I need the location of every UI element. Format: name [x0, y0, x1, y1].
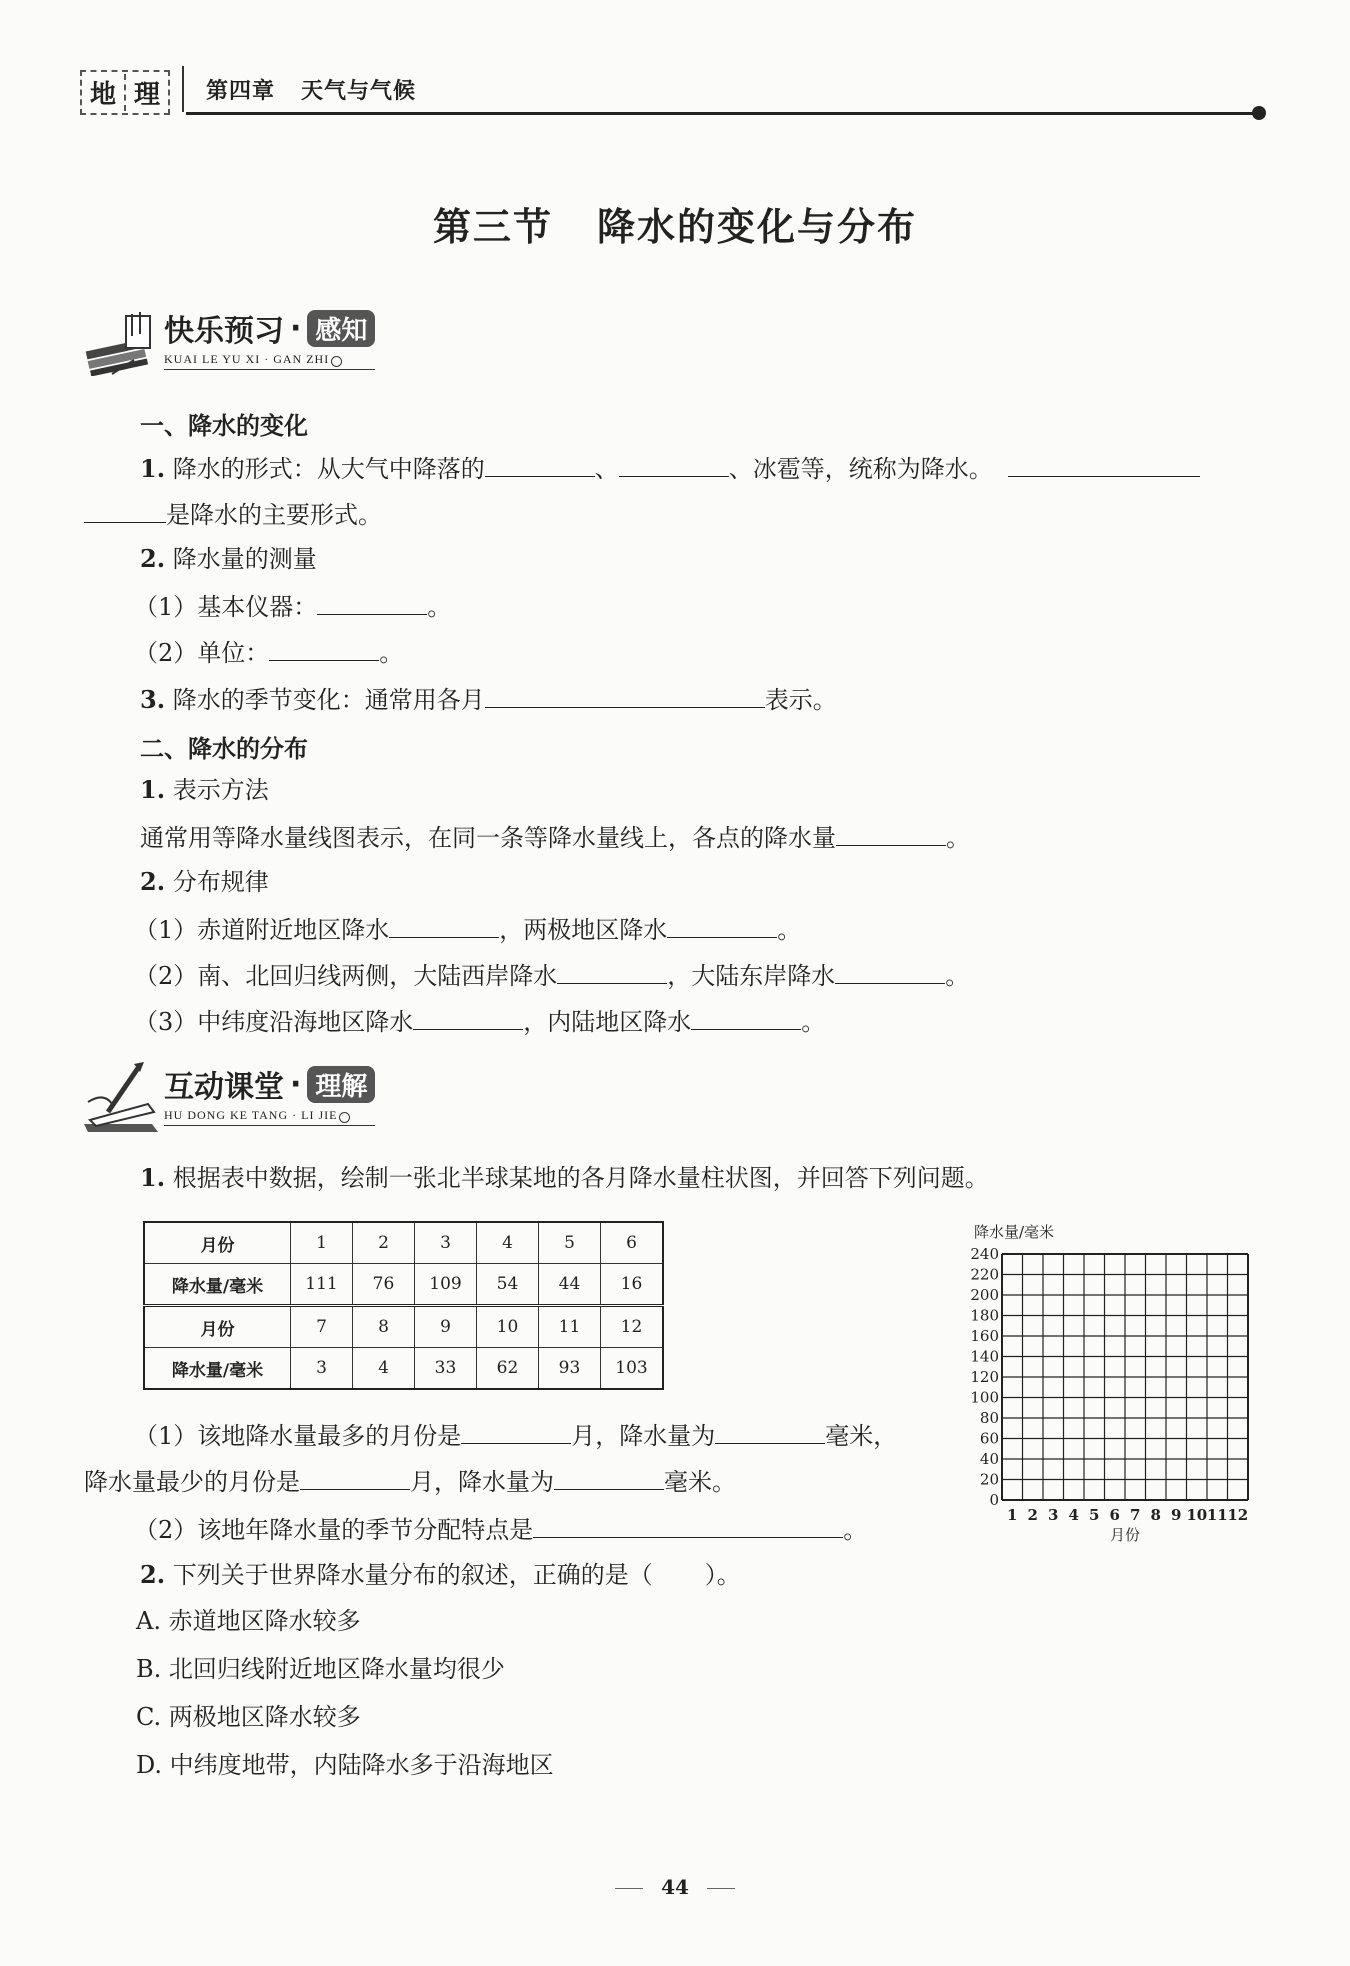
question-text: 月，降水量为	[571, 1422, 716, 1450]
answer-blank[interactable]	[389, 913, 499, 938]
question-text: ）。	[704, 1561, 741, 1589]
table-cell: 2	[353, 1222, 415, 1264]
answer-blank[interactable]	[1008, 452, 1200, 477]
rainfall-table	[143, 1221, 664, 1390]
table-cell: 62	[477, 1348, 539, 1390]
y-tick-label: 220	[970, 1265, 999, 1284]
table-cell: 4	[353, 1348, 415, 1390]
question-text: 根据表中数据，绘制一张北半球某地的各月降水量柱状图，并回答下列问题。	[172, 1164, 989, 1192]
x-tick-label: 8	[1150, 1506, 1161, 1524]
x-tick-label: 5	[1089, 1506, 1100, 1524]
punctuation: 。	[946, 824, 970, 852]
punctuation: 。	[945, 962, 970, 990]
banner-title: 快乐预习	[164, 314, 284, 349]
question-number: 1.	[140, 1163, 166, 1192]
question-line	[134, 636, 403, 668]
chapter-number: 第四章	[206, 78, 276, 104]
x-tick-label: 3	[1048, 1506, 1059, 1524]
y-tick-label: 20	[979, 1470, 999, 1489]
y-tick-label: 240	[970, 1245, 999, 1263]
x-tick-label: 7	[1130, 1506, 1141, 1524]
question-number: 2.	[140, 867, 166, 896]
y-tick-label: 60	[979, 1429, 999, 1448]
answer-blank[interactable]	[667, 913, 777, 938]
punctuation: 。	[801, 1008, 826, 1036]
table-cell: 16	[601, 1264, 664, 1306]
subject-char: 理	[133, 80, 160, 110]
question-number: 1.	[140, 454, 166, 483]
answer-blank[interactable]	[691, 1005, 801, 1030]
circle-icon	[339, 1112, 350, 1123]
separator: 、	[594, 455, 619, 483]
question-text: 毫米，	[825, 1422, 898, 1450]
table-cell: 11	[539, 1306, 601, 1348]
question-text: 月，降水量为	[410, 1468, 554, 1496]
answer-blank[interactable]	[461, 1419, 571, 1444]
answer-blank[interactable]	[533, 1513, 843, 1538]
header-divider	[182, 66, 184, 112]
question-text: 降水的季节变化：通常用各月	[172, 686, 485, 714]
banner-dot: ·	[290, 310, 302, 346]
table-cell: 111	[291, 1264, 353, 1306]
y-tick-label: 180	[970, 1306, 999, 1325]
question-text: 分布规律	[172, 868, 269, 896]
question-line	[134, 959, 969, 991]
table-cell: 44	[539, 1264, 601, 1306]
banner-dot: ·	[290, 1066, 302, 1102]
pen-writing-icon	[82, 1062, 160, 1132]
question-text: （1）基本仪器：	[134, 593, 318, 621]
punctuation: 。	[379, 639, 404, 667]
page-number	[0, 1875, 1350, 1899]
table-row	[144, 1222, 663, 1264]
row-header: 月份	[144, 1222, 291, 1264]
answer-blank[interactable]	[413, 1005, 523, 1030]
heading-part2: 二、降水的分布	[140, 735, 308, 763]
question-line	[140, 1560, 741, 1590]
question-line	[134, 913, 801, 945]
option-b[interactable]: B. 北回归线附近地区降水量均很少	[136, 1655, 505, 1683]
question-text: （2）该地年降水量的季节分配特点是	[134, 1516, 534, 1544]
y-axis-label: 降水量/毫米	[974, 1223, 1055, 1241]
y-tick-label: 100	[970, 1388, 999, 1407]
question-line	[140, 867, 269, 897]
option-c[interactable]: C. 两极地区降水较多	[136, 1703, 361, 1731]
question-text: （2）南、北回归线两侧，大陆西岸降水	[134, 962, 558, 990]
table-cell: 54	[477, 1264, 539, 1306]
rainfall-chart-grid[interactable]	[962, 1222, 1262, 1562]
row-header: 降水量/毫米	[144, 1348, 291, 1390]
table-cell: 103	[601, 1348, 664, 1390]
punctuation: 。	[843, 1516, 868, 1544]
question-text: 、冰雹等，统称为降水。	[728, 455, 993, 483]
section-number: 第三节	[432, 205, 553, 249]
question-line	[140, 452, 1200, 484]
question-number: 2.	[140, 544, 166, 573]
question-text: ，大陆东岸降水	[667, 962, 836, 990]
answer-blank[interactable]	[317, 590, 427, 615]
question-text: 通常用等降水量线图表示，在同一条等降水量线上，各点的降水量	[140, 824, 836, 852]
page-number-text: 44	[661, 1875, 689, 1899]
answer-blank[interactable]	[619, 452, 729, 477]
table-cell: 12	[601, 1306, 664, 1348]
question-text: 是降水的主要形式。	[166, 501, 382, 529]
table-cell: 4	[477, 1222, 539, 1264]
row-header: 月份	[144, 1306, 291, 1348]
banner-tag: 感知	[307, 310, 375, 347]
x-tick-label: 10	[1186, 1506, 1208, 1524]
x-tick-label: 9	[1171, 1506, 1182, 1524]
x-tick-label: 4	[1068, 1506, 1079, 1524]
punctuation: 。	[777, 916, 802, 944]
heading-part1: 一、降水的变化	[140, 412, 308, 440]
chapter-name: 天气与气候	[301, 78, 417, 104]
x-tick-label: 6	[1109, 1506, 1120, 1524]
x-axis-label: 月份	[1109, 1526, 1141, 1544]
answer-blank[interactable]	[715, 1419, 825, 1444]
question-line	[84, 1465, 736, 1497]
question-text: 表示方法	[172, 776, 269, 804]
y-tick-label: 80	[979, 1409, 999, 1427]
question-text: 降水的形式：从大气中降落的	[172, 455, 485, 483]
option-d[interactable]: D. 中纬度地带，内陆降水多于沿海地区	[136, 1751, 554, 1779]
question-text: （1）赤道附近地区降水	[134, 916, 390, 944]
question-line	[134, 1513, 867, 1545]
page-title	[0, 196, 1350, 251]
banner-tag: 理解	[307, 1066, 375, 1103]
x-tick-label: 11	[1206, 1506, 1228, 1524]
page-dash	[615, 1888, 643, 1889]
answer-blank[interactable]	[835, 959, 945, 984]
table-cell: 93	[539, 1348, 601, 1390]
circle-icon	[331, 356, 342, 367]
table-cell: 9	[415, 1306, 477, 1348]
question-text: ，两极地区降水	[499, 916, 668, 944]
question-text: 毫米。	[664, 1468, 736, 1496]
chapter-heading	[206, 74, 416, 105]
y-tick-label: 160	[970, 1327, 999, 1345]
answer-blank[interactable]	[557, 959, 667, 984]
answer-blank[interactable]	[485, 683, 765, 708]
question-number: 2.	[140, 1560, 166, 1589]
subject-divider	[124, 74, 126, 111]
banner-subtitle: HU DONG KE TANG · LI JIE	[164, 1108, 338, 1122]
banner-subtitle: KUAI LE YU XI · GAN ZHI	[164, 352, 330, 366]
table-row	[144, 1306, 663, 1348]
y-tick-label: 140	[970, 1347, 999, 1366]
y-tick-label: 0	[989, 1491, 999, 1509]
table-cell: 3	[291, 1348, 353, 1390]
banner-title: 互动课堂	[164, 1070, 284, 1105]
answer-blank[interactable]	[554, 1465, 664, 1490]
answer-blank[interactable]	[269, 636, 379, 661]
table-row	[144, 1264, 663, 1306]
y-tick-label: 120	[970, 1368, 999, 1386]
table-cell: 6	[601, 1222, 664, 1264]
subject-label	[80, 70, 170, 115]
answer-blank[interactable]	[84, 498, 166, 523]
question-line	[140, 544, 317, 574]
question-text: ，内陆地区降水	[523, 1008, 692, 1036]
question-text: 下列关于世界降水量分布的叙述，正确的是（	[172, 1561, 653, 1589]
question-line	[140, 1163, 989, 1193]
y-tick-label: 40	[979, 1450, 999, 1468]
x-tick-label: 1	[1007, 1506, 1018, 1524]
question-text: （2）单位：	[134, 639, 270, 667]
option-a[interactable]: A. 赤道地区降水较多	[136, 1607, 361, 1635]
question-line	[84, 498, 382, 530]
question-line	[140, 775, 269, 805]
question-line	[134, 590, 451, 622]
header-rule-dot	[1252, 106, 1266, 120]
question-text: 降水量最少的月份是	[84, 1468, 300, 1496]
table-cell: 109	[415, 1264, 477, 1306]
banner-preview	[82, 306, 375, 376]
table-cell: 10	[477, 1306, 539, 1348]
question-number: 1.	[140, 775, 166, 804]
question-text: （3）中纬度沿海地区降水	[134, 1008, 414, 1036]
page-dash	[707, 1888, 735, 1889]
question-text: 表示。	[764, 686, 837, 714]
answer-blank[interactable]	[485, 452, 595, 477]
table-row	[144, 1348, 663, 1390]
question-text: 降水量的测量	[172, 545, 317, 573]
table-cell: 76	[353, 1264, 415, 1306]
question-line	[134, 1419, 897, 1451]
question-line	[134, 1005, 825, 1037]
x-tick-label: 12	[1227, 1506, 1249, 1524]
question-text: （1）该地降水量最多的月份是	[134, 1422, 462, 1450]
question-number: 3.	[140, 685, 166, 714]
answer-blank[interactable]	[836, 821, 946, 846]
books-icon	[82, 306, 160, 376]
header-rule	[186, 112, 1258, 115]
x-tick-label: 2	[1027, 1506, 1038, 1524]
y-tick-label: 200	[970, 1286, 999, 1304]
punctuation: 。	[427, 593, 452, 621]
banner-classroom	[82, 1062, 375, 1132]
section-name: 降水的变化与分布	[597, 205, 918, 249]
subject-char: 地	[89, 80, 116, 110]
question-line	[140, 821, 970, 853]
table-cell: 8	[353, 1306, 415, 1348]
table-cell: 3	[415, 1222, 477, 1264]
table-cell: 7	[291, 1306, 353, 1348]
question-line	[140, 683, 837, 715]
row-header: 降水量/毫米	[144, 1264, 291, 1306]
table-cell: 33	[415, 1348, 477, 1390]
table-cell: 1	[291, 1222, 353, 1264]
answer-blank[interactable]	[300, 1465, 410, 1490]
table-cell: 5	[539, 1222, 601, 1264]
